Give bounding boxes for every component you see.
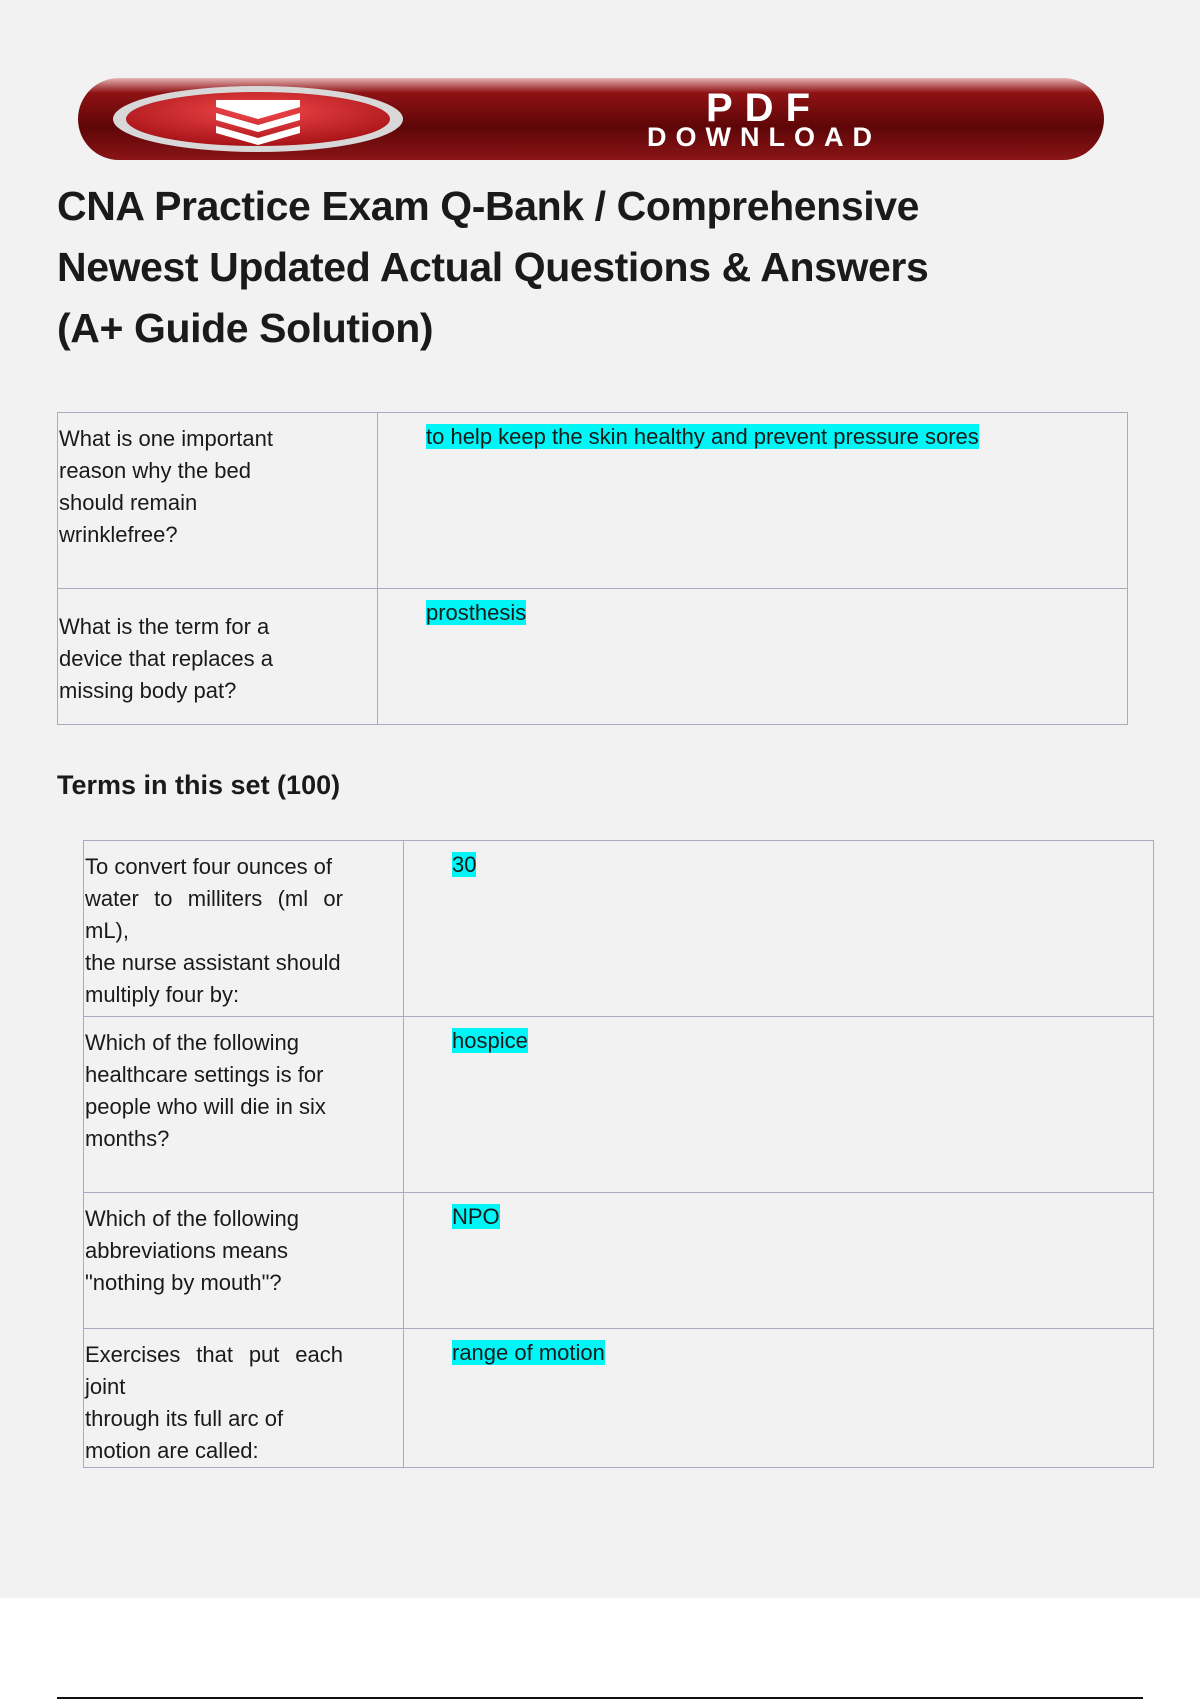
question-line: wrinklefree? <box>59 522 178 547</box>
question-line: motion are called: <box>85 1438 259 1463</box>
table-row <box>84 1329 1154 1468</box>
question-line: months? <box>85 1126 170 1151</box>
answer-text: to help keep the skin healthy and prevent pressure sores <box>426 424 979 449</box>
answer-text: range of motion <box>452 1340 605 1365</box>
answer-text: prosthesis <box>426 600 527 625</box>
table-row <box>84 1193 1154 1329</box>
question-line: What is the term for a <box>59 614 270 639</box>
question-cell <box>58 413 378 589</box>
question-line: "nothing by mouth"? <box>85 1270 282 1295</box>
title-line: (A+ Guide Solution) <box>57 305 434 351</box>
question-line: Which of the following <box>85 1206 299 1231</box>
table-row <box>58 413 1128 589</box>
question-line: Which of the following <box>85 1030 299 1055</box>
answer-cell <box>378 413 1128 589</box>
title-line: CNA Practice Exam Q-Bank / Comprehensive <box>57 183 920 229</box>
title-line: Newest Updated Actual Questions & Answers <box>57 244 929 290</box>
answer-cell <box>404 841 1154 1017</box>
question-line: multiply four by: <box>85 982 240 1007</box>
question-line: missing body pat? <box>59 678 237 703</box>
answer-text: NPO <box>452 1204 500 1229</box>
question-line: abbreviations means <box>85 1238 289 1263</box>
question-line: the nurse assistant should <box>85 950 341 975</box>
table-row <box>84 841 1154 1017</box>
qa-table-intro <box>57 412 1128 725</box>
question-cell <box>84 1017 404 1193</box>
question-line: Exercises that put each joint <box>85 1342 343 1399</box>
question-line: device that replaces a <box>59 646 274 671</box>
page-footer-area <box>0 1598 1200 1700</box>
banner-line1: PDF <box>706 86 822 130</box>
question-cell <box>84 1329 404 1468</box>
question-line: people who will die in six <box>85 1094 326 1119</box>
question-cell <box>84 841 404 1017</box>
qa-table-terms <box>83 840 1154 1468</box>
answer-cell <box>404 1193 1154 1329</box>
answer-cell <box>378 589 1128 725</box>
answer-cell <box>404 1017 1154 1193</box>
table-row <box>84 1017 1154 1193</box>
question-line: should remain <box>59 490 198 515</box>
question-cell <box>84 1193 404 1329</box>
footer-divider <box>57 1697 1143 1699</box>
question-cell <box>58 589 378 725</box>
answer-text: 30 <box>452 852 477 877</box>
question-line: through its full arc of <box>85 1406 284 1431</box>
page-title <box>57 176 1137 359</box>
table-row <box>58 589 1128 725</box>
question-line: To convert four ounces of <box>85 854 333 879</box>
question-line: water to milliters (ml or mL), <box>85 886 343 943</box>
question-line: reason why the bed <box>59 458 252 483</box>
question-line: What is one important <box>59 426 273 451</box>
answer-text: hospice <box>452 1028 528 1053</box>
section-heading: Terms in this set (100) <box>57 770 341 800</box>
banner-line2: DOWNLOAD <box>647 122 881 152</box>
question-line: healthcare settings is for <box>85 1062 324 1087</box>
pdf-download-banner[interactable] <box>78 76 1104 164</box>
answer-cell <box>404 1329 1154 1468</box>
